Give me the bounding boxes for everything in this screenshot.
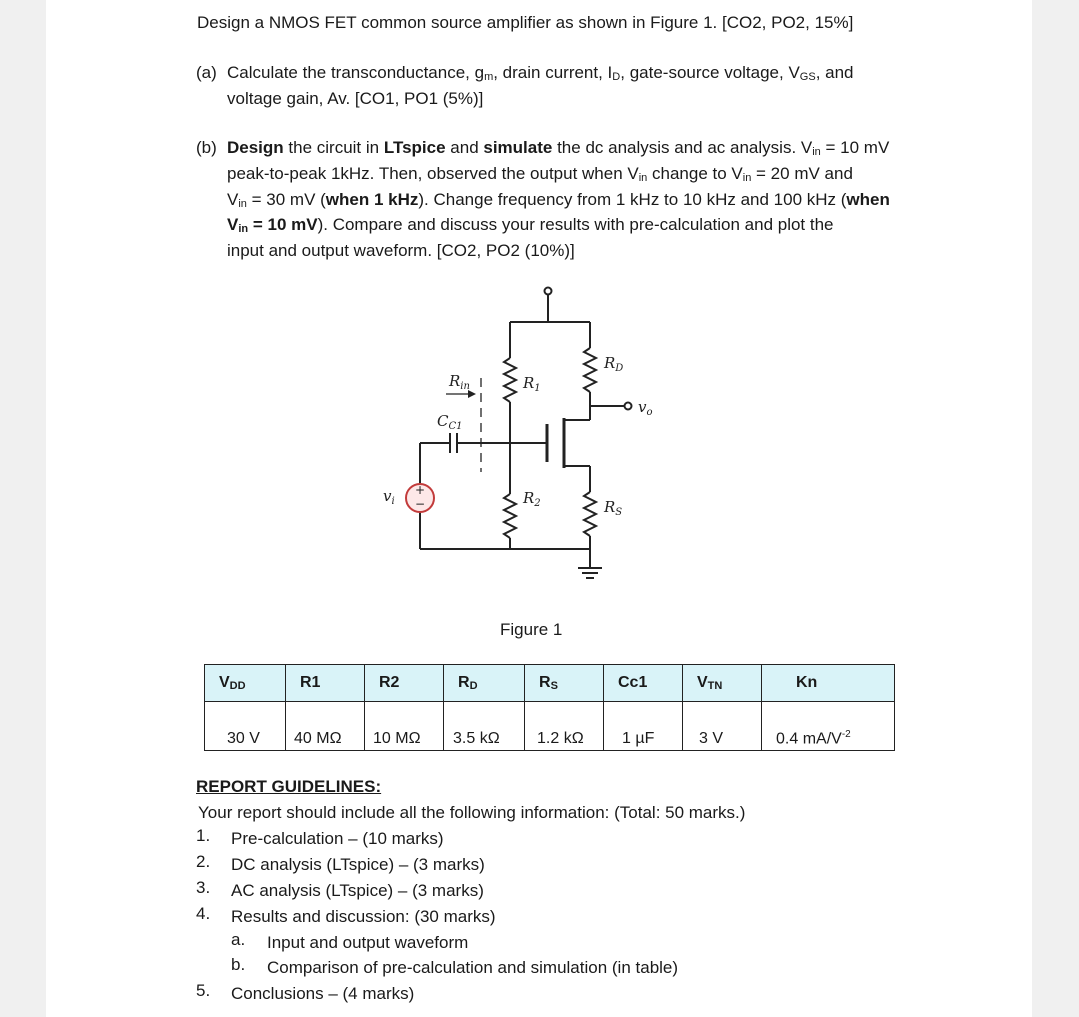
resistor-rs: [584, 492, 596, 536]
value-cell: 40 MΩ: [286, 702, 365, 751]
resistor-r1: [504, 358, 516, 402]
list-item: AC analysis (LTspice) – (3 marks): [231, 881, 484, 900]
part-b-line3: $V_{in} = 30$ mV (when 1 kHz). Change frequency from 1 kHz to 10 kHz and 100 kHz (when: [227, 190, 890, 210]
list-item: DC analysis (LTspice) – (3 marks): [231, 855, 485, 874]
sublist-letter: b.: [231, 955, 246, 974]
resistor-r2: [504, 494, 516, 538]
label-rd: $R_D$: [604, 354, 624, 374]
guidelines-intro: Your report should include all the following information: (Total: 50 marks.): [198, 803, 746, 822]
value-cell: 1.2 kΩ: [525, 702, 604, 751]
part-b-label: (b): [196, 138, 217, 157]
vdd-terminal: [545, 288, 552, 295]
list-number: 3.: [196, 878, 211, 897]
value-cell: 10 MΩ: [365, 702, 444, 751]
guidelines-title: REPORT GUIDELINES:: [196, 777, 382, 796]
value-cell: 3.5 kΩ: [444, 702, 525, 751]
part-b-line1: Design the circuit in LTspice and simulate the dc analysis and ac analysis. $V_{in} = 10$ mV: [227, 138, 890, 158]
header-cell: Cc1: [604, 665, 683, 702]
label-r1: $R_1$: [523, 374, 541, 394]
part-b-line4: $V_{in} = 10$ mV). Compare and discuss your results with pre-calculation and plot the: [227, 215, 834, 235]
list-number: 5.: [196, 981, 211, 1000]
header-cell: $V_{TN}$: [683, 665, 762, 702]
parameter-table: [204, 664, 895, 751]
sublist-letter: a.: [231, 930, 246, 949]
header-cell: $R_D$: [444, 665, 525, 702]
label-cc1: $C_{C1}$: [437, 412, 463, 432]
value-cell: 0.4 $mA/V^{-2}$: [762, 702, 895, 751]
list-item: Pre-calculation – (10 marks): [231, 829, 444, 848]
value-cell: 30 V: [205, 702, 286, 751]
table-header-row: [205, 665, 895, 702]
part-a-line2: voltage gain, Av. [CO1, PO1 (5%)]: [227, 89, 484, 108]
sublist-item: Comparison of pre-calculation and simulation (in table): [267, 958, 679, 977]
circuit-diagram: [365, 280, 685, 590]
value-cell: 1 µF: [604, 702, 683, 751]
vo-terminal: [625, 403, 632, 410]
list-number: 1.: [196, 826, 211, 845]
part-b-line2: peak-to-peak 1kHz. Then, observed the output when $V_{in}$ change to $V_{in} = 20$ mV and: [227, 164, 853, 184]
svg-text:−: −: [414, 497, 426, 511]
question-title: Design a NMOS FET common source amplifier as shown in Figure 1. [CO2, PO2, 15%]: [197, 13, 854, 32]
svg-text:+: +: [414, 483, 426, 497]
header-cell: R1: [286, 665, 365, 702]
part-a-line1: Calculate the transconductance, $g_m$, drain current, $I_D$, gate-source voltage, $V_{GS}$, and: [227, 63, 854, 83]
header-cell: R2: [365, 665, 444, 702]
sublist-item: Input and output waveform: [267, 933, 469, 952]
resistor-rd: [584, 348, 596, 392]
label-rin: $R_{in}$: [449, 372, 470, 392]
list-number: 2.: [196, 852, 211, 871]
label-r2: $R_2$: [523, 489, 541, 509]
label-vi: $v_i$: [383, 487, 395, 507]
header-cell: Kn: [762, 665, 895, 702]
header-cell: $R_S$: [525, 665, 604, 702]
label-vo: $v_o$: [638, 398, 653, 418]
list-item: Conclusions – (4 marks): [231, 984, 415, 1003]
list-item: Results and discussion: (30 marks): [231, 907, 496, 926]
value-cell: 3 V: [683, 702, 762, 751]
figure-caption: Figure 1: [500, 620, 563, 639]
label-rs: $R_S$: [604, 498, 623, 518]
part-a-label: (a): [196, 63, 217, 82]
part-b-line5: input and output waveform. [CO2, PO2 (10%)]: [227, 241, 575, 260]
header-cell: $V_{DD}$: [205, 665, 286, 702]
list-number: 4.: [196, 904, 211, 923]
table-row: [205, 702, 895, 751]
